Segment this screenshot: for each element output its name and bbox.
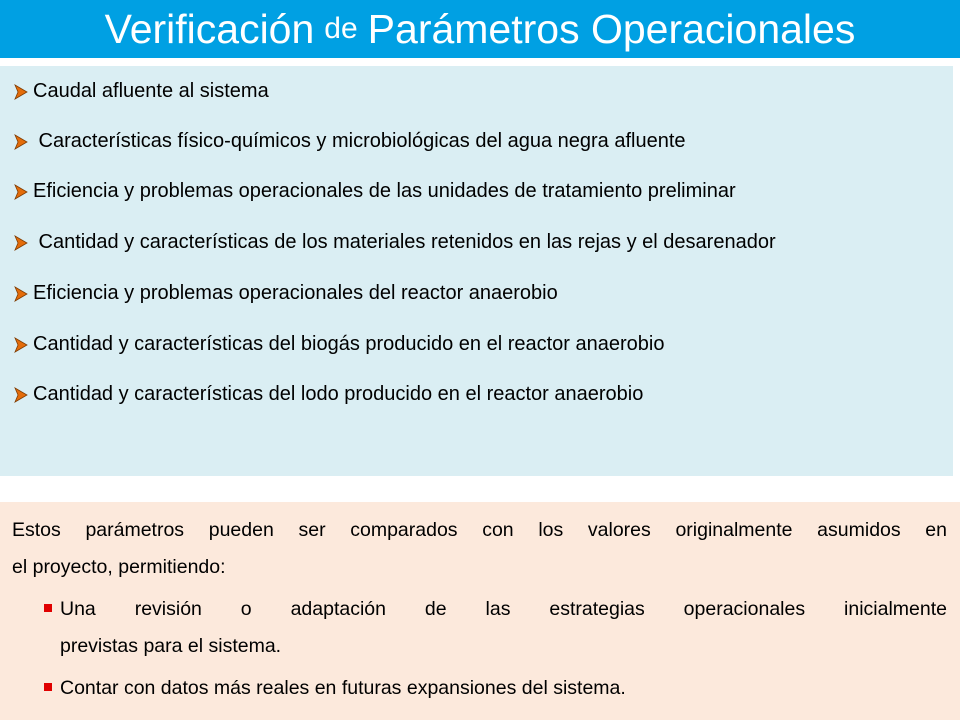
conclusion-panel [0, 502, 960, 720]
arrow-bullet-icon [12, 336, 30, 354]
list-item [12, 130, 686, 153]
intro-line-2: el proyecto, permitiendo: [12, 556, 226, 578]
slide-title [0, 0, 960, 58]
intro-line-1: Estos parámetros pueden ser comparados con los valores originalmente asumidos en [12, 519, 947, 541]
title-part-3: Parámetros Operacionales [367, 5, 856, 52]
list-item-text: Caudal afluente al sistema [33, 80, 269, 102]
parameters-panel [0, 66, 953, 476]
intro-paragraph [12, 512, 947, 586]
title-part-2: de [324, 12, 358, 45]
arrow-bullet-icon [12, 285, 30, 303]
list-item [12, 231, 776, 254]
sub-item-line-2: previstas para el sistema. [60, 635, 282, 657]
title-part-1: Verificación [104, 5, 315, 52]
arrow-bullet-icon [12, 133, 30, 151]
sub-item-line-1: Contar con datos más reales en futuras expansiones del sistema. [60, 677, 626, 699]
arrow-bullet-icon [12, 183, 30, 201]
square-bullet-icon [44, 683, 52, 691]
list-item-text: Eficiencia y problemas operacionales del reactor anaerobio [33, 282, 558, 304]
list-item-text: Cantidad y características del lodo producido en el reactor anaerobio [33, 383, 644, 405]
list-item-text: Características físico-químicos y microbiológicas del agua negra afluente [33, 130, 686, 152]
list-item [12, 383, 643, 406]
list-item [12, 282, 558, 305]
list-item [12, 180, 736, 203]
list-item-text: Cantidad y características del biogás producido en el reactor anaerobio [33, 333, 665, 355]
sub-item-line-1: Una revisión o adaptación de las estrategias operacionales inicialmente [60, 598, 947, 620]
list-item [12, 333, 664, 356]
sub-list-item [60, 670, 947, 707]
list-item [12, 80, 269, 103]
arrow-bullet-icon [12, 234, 30, 252]
arrow-bullet-icon [12, 386, 30, 404]
square-bullet-icon [44, 604, 52, 612]
arrow-bullet-icon [12, 83, 30, 101]
list-item-text: Cantidad y características de los materiales retenidos en las rejas y el desarenador [33, 231, 776, 253]
sub-list-item [60, 591, 947, 665]
list-item-text: Eficiencia y problemas operacionales de las unidades de tratamiento preliminar [33, 180, 736, 202]
